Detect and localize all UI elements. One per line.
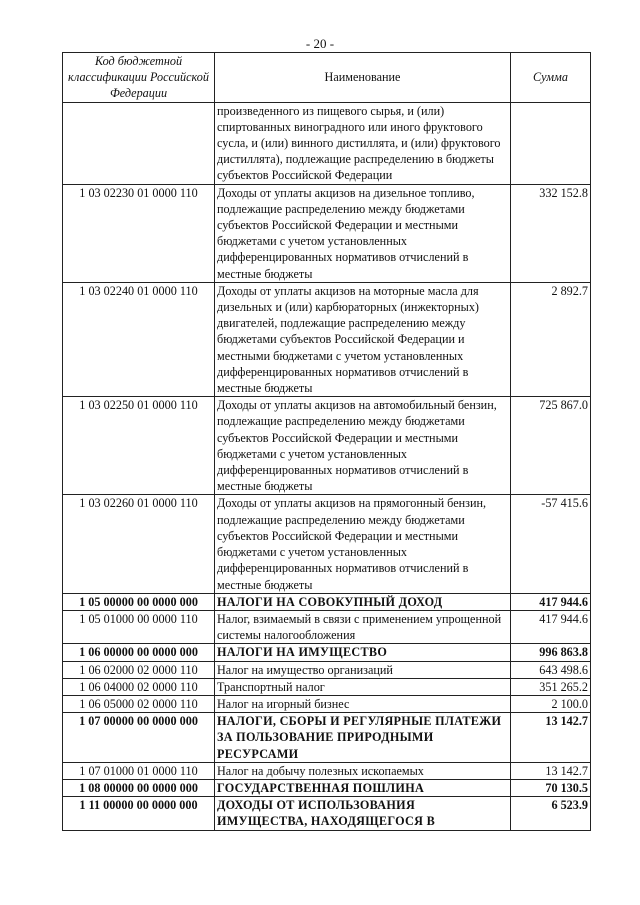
code-cell: 1 07 01000 01 0000 110	[63, 762, 215, 779]
amount-cell: 6 523.9	[511, 797, 591, 830]
amount-cell: 643 498.6	[511, 661, 591, 678]
amount-cell: 13 142.7	[511, 713, 591, 763]
table-row	[63, 397, 591, 495]
name-cell: ДОХОДЫ ОТ ИСПОЛЬЗОВАНИЯ ИМУЩЕСТВА, НАХОДЯЩЕГОСЯ В	[215, 797, 511, 830]
name-cell: Доходы от уплаты акцизов на автомобильный бензин, подлежащие распределению между бюджетами субъектов Российской Федерации и местными бюджетами с учетом установленных дифференцированных нормативов отчислений в местные бюджеты	[215, 397, 511, 495]
budget-revenue-table	[62, 52, 591, 831]
table-row	[63, 661, 591, 678]
code-cell: 1 05 00000 00 0000 000	[63, 593, 215, 610]
name-cell: Доходы от уплаты акцизов на дизельное топливо, подлежащие распределению между бюджетами субъектов Российской Федерации и местными бюджетами с учетом установленных дифференцированных нормативов отчислений в местные бюджеты	[215, 184, 511, 282]
amount-cell: 13 142.7	[511, 762, 591, 779]
name-cell: Налог на имущество организаций	[215, 661, 511, 678]
table-row	[63, 610, 591, 643]
name-cell: произведенного из пищевого сырья, и (или) спиртованных виноградного или иного фруктового сусла, и (или) винного дистиллята, и (или) фруктового дистиллята), подлежащие распределению в бюджеты субъектов Российской Федерации	[215, 102, 511, 184]
amount-cell: 70 130.5	[511, 779, 591, 796]
name-cell: Налог, взимаемый в связи с применением упрощенной системы налогообложения	[215, 610, 511, 643]
code-cell: 1 03 02260 01 0000 110	[63, 495, 215, 593]
table-row	[63, 713, 591, 763]
code-cell: 1 07 00000 00 0000 000	[63, 713, 215, 763]
code-cell: 1 03 02250 01 0000 110	[63, 397, 215, 495]
table-row	[63, 495, 591, 593]
amount-cell: 2 100.0	[511, 695, 591, 712]
table-row	[63, 762, 591, 779]
table-row	[63, 695, 591, 712]
table-row	[63, 797, 591, 830]
amount-cell: 417 944.6	[511, 610, 591, 643]
header-code: Код бюджетной классификации Российской Федерации	[63, 53, 215, 103]
table-row	[63, 282, 591, 396]
name-cell: НАЛОГИ НА СОВОКУПНЫЙ ДОХОД	[215, 593, 511, 610]
name-cell: ГОСУДАРСТВЕННАЯ ПОШЛИНА	[215, 779, 511, 796]
table-row	[63, 779, 591, 796]
code-cell: 1 11 00000 00 0000 000	[63, 797, 215, 830]
table-row	[63, 678, 591, 695]
name-cell: НАЛОГИ, СБОРЫ И РЕГУЛЯРНЫЕ ПЛАТЕЖИ ЗА ПОЛЬЗОВАНИЕ ПРИРОДНЫМИ РЕСУРСАМИ	[215, 713, 511, 763]
table-row	[63, 593, 591, 610]
amount-cell: 351 265.2	[511, 678, 591, 695]
amount-cell: 725 867.0	[511, 397, 591, 495]
table-row	[63, 644, 591, 661]
code-cell: 1 06 04000 02 0000 110	[63, 678, 215, 695]
name-cell: Доходы от уплаты акцизов на прямогонный бензин, подлежащие распределению между бюджетами субъектов Российской Федерации и местными бюджетами с учетом установленных дифференцированных нормативов отчислений в местные бюджеты	[215, 495, 511, 593]
amount-cell	[511, 102, 591, 184]
name-cell: НАЛОГИ НА ИМУЩЕСТВО	[215, 644, 511, 661]
name-cell: Налог на игорный бизнес	[215, 695, 511, 712]
code-cell: 1 05 01000 00 0000 110	[63, 610, 215, 643]
amount-cell: 332 152.8	[511, 184, 591, 282]
name-cell: Доходы от уплаты акцизов на моторные масла для дизельных и (или) карбюраторных (инжекторных) двигателей, подлежащие распределению между бюджетами субъектов Российской Федерации и местными бюджетами с учетом установленных дифференцированных нормативов отчислений в местные бюджеты	[215, 282, 511, 396]
code-cell: 1 06 05000 02 0000 110	[63, 695, 215, 712]
amount-cell: 2 892.7	[511, 282, 591, 396]
page-number: - 20 -	[305, 36, 335, 51]
code-cell: 1 03 02240 01 0000 110	[63, 282, 215, 396]
code-cell: 1 03 02230 01 0000 110	[63, 184, 215, 282]
amount-cell: 996 863.8	[511, 644, 591, 661]
code-cell: 1 08 00000 00 0000 000	[63, 779, 215, 796]
table-row	[63, 102, 591, 184]
code-cell	[63, 102, 215, 184]
amount-cell: 417 944.6	[511, 593, 591, 610]
table-header-row	[63, 53, 591, 103]
name-cell: Налог на добычу полезных ископаемых	[215, 762, 511, 779]
header-name: Наименование	[215, 53, 511, 103]
code-cell: 1 06 00000 00 0000 000	[63, 644, 215, 661]
code-cell: 1 06 02000 02 0000 110	[63, 661, 215, 678]
table-body	[63, 102, 591, 830]
name-cell: Транспортный налог	[215, 678, 511, 695]
header-amount: Сумма	[511, 53, 591, 103]
amount-cell: -57 415.6	[511, 495, 591, 593]
table-row	[63, 184, 591, 282]
